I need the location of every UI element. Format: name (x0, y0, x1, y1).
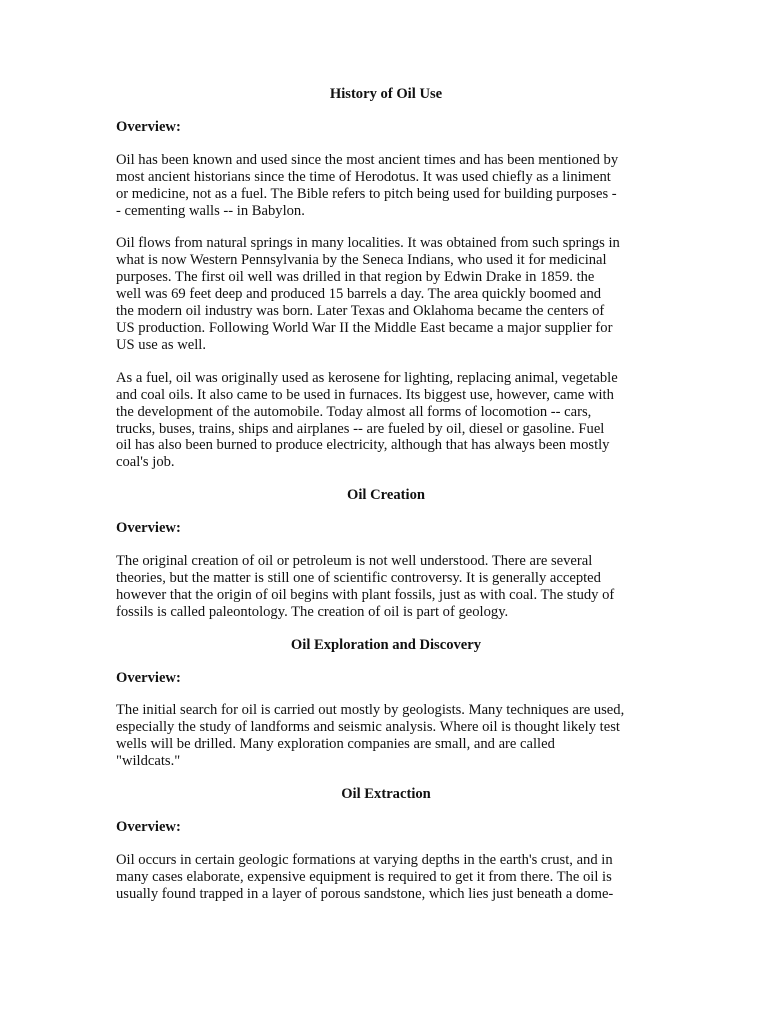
overview-label: Overview: (116, 819, 181, 835)
paragraph-line: "wildcats." (116, 753, 181, 770)
paragraph-line: the modern oil industry was born. Later Texas and Oklahoma became the centers of (116, 303, 605, 320)
paragraph-line: Oil flows from natural springs in many localities. It was obtained from such springs in (116, 235, 620, 252)
paragraph-line: what is now Western Pennsylvania by the Seneca Indians, who used it for medicinal (116, 252, 607, 269)
paragraph-line: and coal oils. It also came to be used in furnaces. Its biggest use, however, came with (116, 386, 614, 403)
paragraph-line: well was 69 feet deep and produced 15 barrels a day. The area quickly boomed and (116, 286, 602, 303)
paragraph-line: Oil has been known and used since the most ancient times and has been mentioned by (116, 151, 619, 168)
paragraph-line: usually found trapped in a layer of porous sandstone, which lies just beneath a dome- (116, 885, 614, 902)
document-page (116, 86, 656, 903)
body-paragraph (116, 702, 656, 770)
paragraph-line: fossils is called paleontology. The creation of oil is part of geology. (116, 603, 509, 620)
paragraph-line: Oil occurs in certain geologic formations at varying depths in the earth's crust, and in (116, 851, 613, 868)
paragraph-line: coal's job. (116, 454, 175, 471)
paragraph-line: The initial search for oil is carried out mostly by geologists. Many techniques are used, (116, 702, 625, 719)
overview-label: Overview: (116, 520, 181, 537)
paragraph-line: the development of the automobile. Today almost all forms of locomotion -- cars, (116, 403, 592, 420)
paragraph-line: US use as well. (116, 336, 206, 353)
paragraph-line: The original creation of oil or petroleum is not well understood. There are several (116, 553, 593, 570)
paragraph-line: trucks, buses, trains, ships and airplanes -- are fueled by oil, diesel or gasoline. Fuel (116, 420, 605, 437)
paragraph-line: many cases elaborate, expensive equipment is required to get it from there. The oil is (116, 868, 612, 885)
paragraph-line: purposes. The first oil well was drilled in that region by Edwin Drake in 1859. the (116, 269, 595, 286)
paragraph-line: As a fuel, oil was originally used as kerosene for lighting, replacing animal, vegetable (116, 369, 618, 386)
section-title: Oil Extraction (341, 786, 431, 803)
section-title: Oil Creation (347, 487, 425, 504)
document-section (116, 86, 656, 471)
paragraph-line: however that the origin of oil begins with plant fossils, just as with coal. The study of (116, 586, 615, 603)
paragraph-line: - cementing walls -- in Babylon. (116, 202, 305, 219)
paragraph-line: oil has also been burned to produce electricity, although that has always been mostly (116, 437, 610, 454)
paragraph-line: or medicine, not as a fuel. The Bible refers to pitch being used for building purposes - (116, 185, 617, 202)
body-paragraph (116, 553, 656, 621)
paragraph-line: most ancient historians since the time of Herodotus. It was used chiefly as a liniment (116, 168, 611, 185)
body-paragraph (116, 235, 656, 353)
section-title: Oil Exploration and Discovery (290, 636, 482, 653)
paragraph-line: US production. Following World War II the Middle East became a major supplier for (116, 319, 613, 336)
body-paragraph (116, 152, 656, 220)
document-section (116, 786, 656, 903)
overview-label: Overview: (116, 669, 181, 686)
section-title: History of Oil Use (329, 86, 443, 102)
overview-label: Overview: (116, 118, 181, 135)
paragraph-line: especially the study of landforms and seismic analysis. Where oil is thought likely test (116, 719, 620, 736)
body-paragraph (116, 852, 656, 903)
body-paragraph (116, 370, 656, 471)
document-section (116, 637, 656, 770)
paragraph-line: wells will be drilled. Many exploration companies are small, and are called (116, 736, 555, 753)
paragraph-line: theories, but the matter is still one of scientific controversy. It is generally accepted (116, 569, 601, 586)
document-section (116, 487, 656, 620)
